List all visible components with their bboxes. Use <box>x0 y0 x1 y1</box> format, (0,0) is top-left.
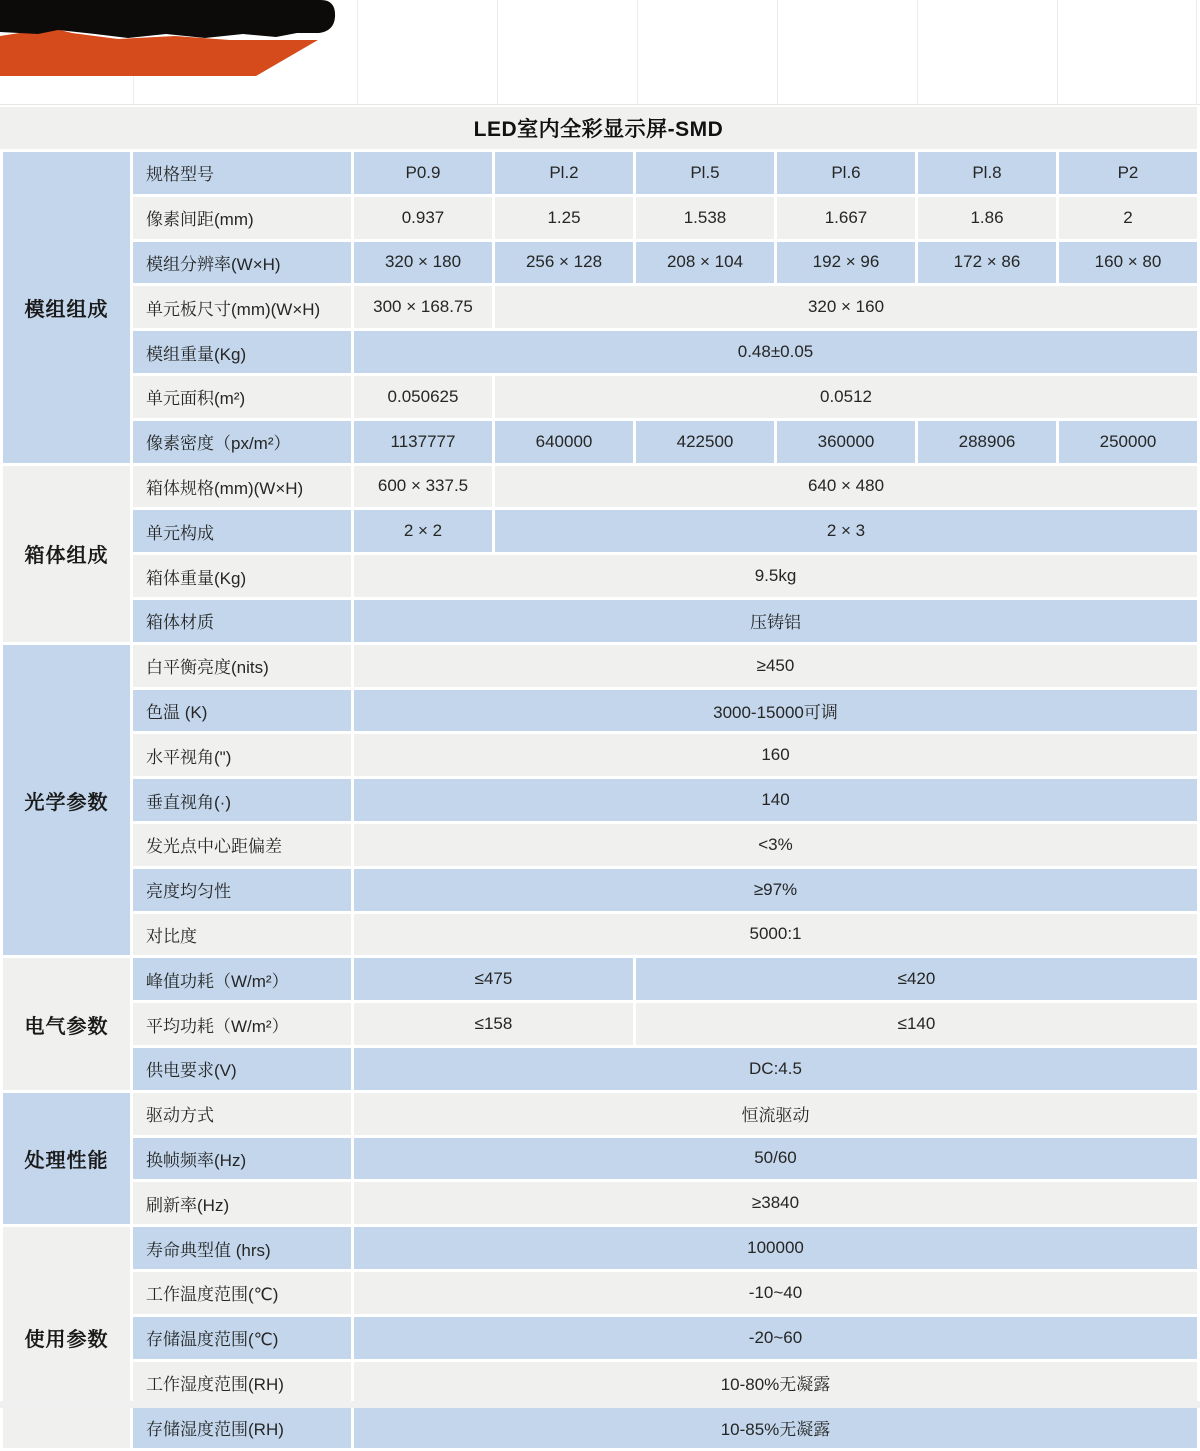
value-cell: 0.937 <box>354 197 492 239</box>
value-cell: -10~40 <box>354 1272 1197 1314</box>
value-cell: 1.86 <box>918 197 1056 239</box>
row-label-cell: 垂直视角(·) <box>133 779 351 821</box>
value-cell: Pl.6 <box>777 152 915 194</box>
value-cell: 1.25 <box>495 197 633 239</box>
value-cell: 172 × 86 <box>918 242 1056 284</box>
value-cell: 10-80%无凝露 <box>354 1362 1197 1404</box>
row-label-cell: 换帧频率(Hz) <box>133 1138 351 1180</box>
row-label-cell: 白平衡亮度(nits) <box>133 645 351 687</box>
value-cell: 2 <box>1059 197 1197 239</box>
value-cell: Pl.8 <box>918 152 1056 194</box>
table-row <box>3 914 1197 956</box>
grid-line <box>917 0 918 104</box>
value-cell: 250000 <box>1059 421 1197 463</box>
grid-line <box>1196 0 1197 104</box>
spec-table <box>0 149 1200 1451</box>
grid-line <box>497 0 498 104</box>
row-label-cell: 单元面积(m²) <box>133 376 351 418</box>
table-row <box>3 600 1197 642</box>
table-row <box>3 1182 1197 1224</box>
table-row <box>3 376 1197 418</box>
group-cell: 使用参数 <box>3 1227 130 1448</box>
row-label-cell: 箱体规格(mm)(W×H) <box>133 466 351 508</box>
row-label-cell: 峰值功耗（W/m²） <box>133 958 351 1000</box>
brand-banner <box>0 0 340 80</box>
value-cell: 140 <box>354 779 1197 821</box>
value-cell: 1.538 <box>636 197 774 239</box>
value-cell: 360000 <box>777 421 915 463</box>
table-row <box>3 824 1197 866</box>
group-cell: 电气参数 <box>3 958 130 1089</box>
table-row <box>3 958 1197 1000</box>
value-cell: 0.0512 <box>495 376 1197 418</box>
value-cell: DC:4.5 <box>354 1048 1197 1090</box>
row-label-cell: 驱动方式 <box>133 1093 351 1135</box>
value-cell: 恒流驱动 <box>354 1093 1197 1135</box>
group-cell: 处理性能 <box>3 1093 130 1224</box>
row-label-cell: 规格型号 <box>133 152 351 194</box>
value-cell: 1137777 <box>354 421 492 463</box>
value-cell: 288906 <box>918 421 1056 463</box>
value-cell: 192 × 96 <box>777 242 915 284</box>
row-label-cell: 单元构成 <box>133 510 351 552</box>
table-row <box>3 331 1197 373</box>
table-row <box>3 1272 1197 1314</box>
row-label-cell: 平均功耗（W/m²） <box>133 1003 351 1045</box>
table-row <box>3 645 1197 687</box>
value-cell: ≥450 <box>354 645 1197 687</box>
table-row <box>3 1317 1197 1359</box>
value-cell: 320 × 180 <box>354 242 492 284</box>
grid-line <box>777 0 778 104</box>
value-cell: P0.9 <box>354 152 492 194</box>
bottom-strip <box>0 1401 1200 1408</box>
table-row <box>3 466 1197 508</box>
value-cell: 1.667 <box>777 197 915 239</box>
value-cell: 160 <box>354 734 1197 776</box>
value-cell: 160 × 80 <box>1059 242 1197 284</box>
value-cell: 100000 <box>354 1227 1197 1269</box>
value-cell: 300 × 168.75 <box>354 286 492 328</box>
table-row <box>3 690 1197 732</box>
group-cell: 箱体组成 <box>3 466 130 642</box>
value-cell: ≥97% <box>354 869 1197 911</box>
table-row <box>3 152 1197 194</box>
row-label-cell: 供电要求(V) <box>133 1048 351 1090</box>
row-label-cell: 存储湿度范围(RH) <box>133 1406 351 1448</box>
row-label-cell: 模组重量(Kg) <box>133 331 351 373</box>
table-row <box>3 510 1197 552</box>
divider-line <box>0 104 1200 105</box>
value-cell: 压铸铝 <box>354 600 1197 642</box>
table-row <box>3 1048 1197 1090</box>
value-cell: 640000 <box>495 421 633 463</box>
table-row <box>3 869 1197 911</box>
table-row <box>3 1093 1197 1135</box>
value-cell: 3000-15000可调 <box>354 690 1197 732</box>
grid-line <box>1057 0 1058 104</box>
value-cell: P2 <box>1059 152 1197 194</box>
value-cell: 50/60 <box>354 1138 1197 1180</box>
value-cell: -20~60 <box>354 1317 1197 1359</box>
grid-line <box>637 0 638 104</box>
value-cell: 10-85%无凝露 <box>354 1406 1197 1448</box>
value-cell: 640 × 480 <box>495 466 1197 508</box>
value-cell: ≤140 <box>636 1003 1197 1045</box>
table-row <box>3 1003 1197 1045</box>
table-title: LED室内全彩显示屏-SMD <box>0 107 1197 149</box>
table-row <box>3 734 1197 776</box>
value-cell: <3% <box>354 824 1197 866</box>
row-label-cell: 亮度均匀性 <box>133 869 351 911</box>
row-label-cell: 存储温度范围(℃) <box>133 1317 351 1359</box>
value-cell: 9.5kg <box>354 555 1197 597</box>
row-label-cell: 箱体材质 <box>133 600 351 642</box>
table-row <box>3 1227 1197 1269</box>
row-label-cell: 刷新率(Hz) <box>133 1182 351 1224</box>
row-label-cell: 对比度 <box>133 914 351 956</box>
table-row <box>3 555 1197 597</box>
row-label-cell: 箱体重量(Kg) <box>133 555 351 597</box>
row-label-cell: 工作湿度范围(RH) <box>133 1362 351 1404</box>
value-cell: Pl.2 <box>495 152 633 194</box>
table-row <box>3 1362 1197 1404</box>
row-label-cell: 色温 (K) <box>133 690 351 732</box>
value-cell: 0.48±0.05 <box>354 331 1197 373</box>
value-cell: 5000:1 <box>354 914 1197 956</box>
value-cell: ≤475 <box>354 958 633 1000</box>
value-cell: 2 × 3 <box>495 510 1197 552</box>
table-row <box>3 286 1197 328</box>
row-label-cell: 像素密度（px/m²） <box>133 421 351 463</box>
row-label-cell: 单元板尺寸(mm)(W×H) <box>133 286 351 328</box>
value-cell: 0.050625 <box>354 376 492 418</box>
grid-line <box>357 0 358 104</box>
value-cell: 2 × 2 <box>354 510 492 552</box>
table-row <box>3 1406 1197 1448</box>
row-label-cell: 像素间距(mm) <box>133 197 351 239</box>
value-cell: Pl.5 <box>636 152 774 194</box>
group-cell: 模组组成 <box>3 152 130 463</box>
row-label-cell: 模组分辨率(W×H) <box>133 242 351 284</box>
value-cell: ≥3840 <box>354 1182 1197 1224</box>
value-cell: 256 × 128 <box>495 242 633 284</box>
table-row <box>3 421 1197 463</box>
table-row <box>3 779 1197 821</box>
table-row <box>3 197 1197 239</box>
value-cell: 422500 <box>636 421 774 463</box>
value-cell: ≤158 <box>354 1003 633 1045</box>
value-cell: ≤420 <box>636 958 1197 1000</box>
group-cell: 光学参数 <box>3 645 130 956</box>
table-row <box>3 242 1197 284</box>
row-label-cell: 发光点中心距偏差 <box>133 824 351 866</box>
row-label-cell: 工作温度范围(℃) <box>133 1272 351 1314</box>
value-cell: 208 × 104 <box>636 242 774 284</box>
table-row <box>3 1138 1197 1180</box>
value-cell: 320 × 160 <box>495 286 1197 328</box>
row-label-cell: 水平视角(") <box>133 734 351 776</box>
value-cell: 600 × 337.5 <box>354 466 492 508</box>
spec-table-body <box>3 152 1197 1448</box>
row-label-cell: 寿命典型值 (hrs) <box>133 1227 351 1269</box>
